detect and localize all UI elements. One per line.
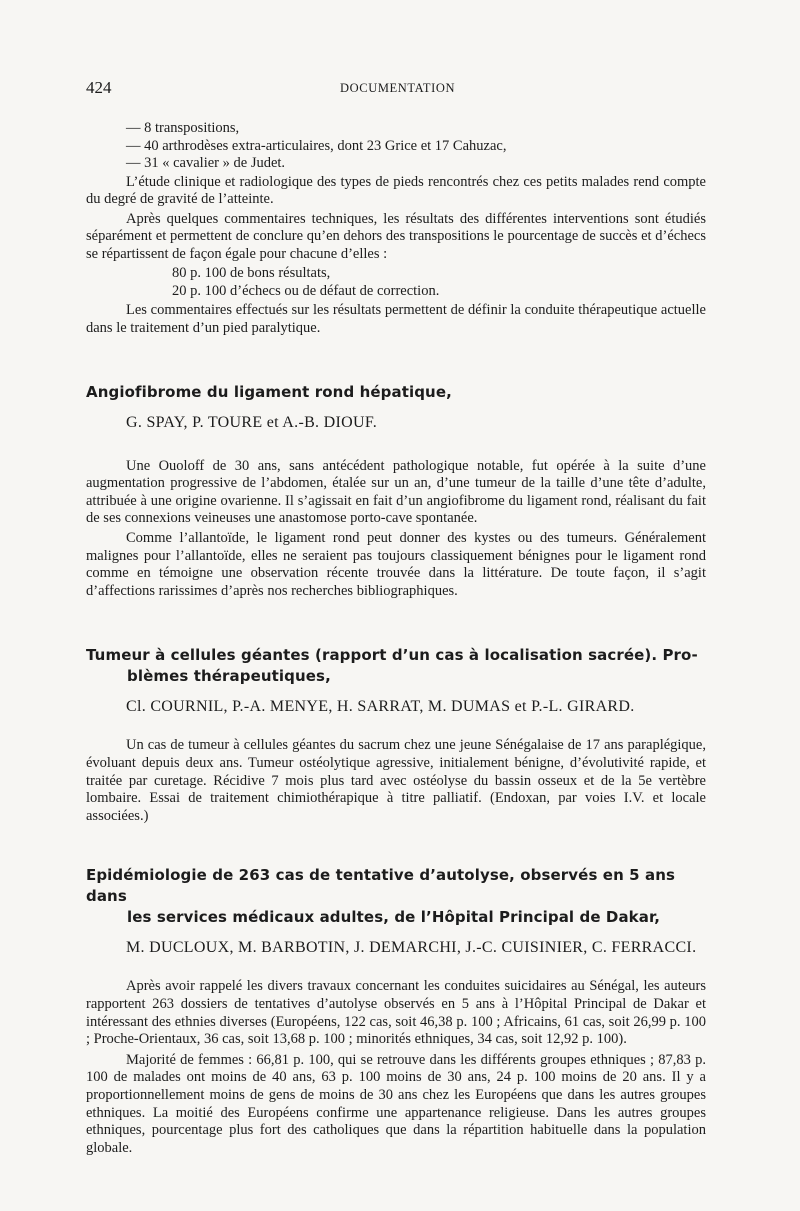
- section-title: [86, 645, 706, 687]
- intro-list: [86, 120, 706, 173]
- page-number: 424: [86, 78, 112, 97]
- section-title: [86, 865, 706, 928]
- section-title-line: blèmes thérapeutiques,: [127, 667, 331, 686]
- section-title-line: Tumeur à cellules géantes (rapport d’un cas à localisation sacrée). Pro-: [86, 646, 698, 665]
- page-body: [86, 120, 706, 1157]
- paragraph: Après avoir rappelé les divers travaux concernant les conduites suicidaires au Sénégal, les auteurs rapportent 263 dossiers de tentatives d’autolyse observés en 5 ans à l’Hôpital Principal de Dakar et intéressant des ethnies diverses (Européens, 122 cas, soit 46,38 p. 100 ; Africains, 61 cas, soit 26,99 p. 100 ; Proche-Orientaux, 36 cas, soit 13,68 p. 100 ; minorités ethniques, 34 cas, soit 12,92 p. 100).: [86, 978, 706, 1048]
- list-item: — 40 arthrodèses extra-articulaires, dont 23 Grice et 17 Cahuzac,: [126, 137, 507, 154]
- paragraph: L’étude clinique et radiologique des types de pieds rencontrés chez ces petits malades rend compte du degré de gravité de l’atteinte.: [86, 173, 706, 208]
- abstract-section: [86, 865, 706, 1157]
- list-item: — 8 transpositions,: [126, 120, 240, 136]
- abstract-section: [86, 382, 706, 601]
- page-header: [86, 78, 706, 100]
- section-title-line: Angiofibrome du ligament rond hépatique,: [86, 382, 452, 401]
- running-title: DOCUMENTATION: [340, 81, 456, 95]
- section-title-line: les services médicaux adultes, de l’Hôpital Principal de Dakar,: [127, 908, 661, 927]
- result-line: 80 p. 100 de bons résultats,: [172, 265, 331, 282]
- section-title-line: Epidémiologie de 263 cas de tentative d’autolyse, observés en 5 ans dans: [86, 866, 676, 906]
- paragraph: Une Ouoloff de 30 ans, sans antécédent pathologique notable, fut opérée à la suite d’une augmentation progressive de l’abdomen, étalée sur un an, d’une tumeur de la taille d’une tête d’adulte, attribuée à une origine ovarienne. Il s’agissait en fait d’un angiofibrome du ligament rond, réalisant du fait de ses connexions veineuses une anastomose porto-cave spontanée.: [86, 457, 706, 527]
- section-authors: Cl. COURNIL, P.-A. MENYE, H. SARRAT, M. DUMAS et P.-L. GIRARD.: [126, 698, 635, 716]
- section-authors: M. DUCLOUX, M. BARBOTIN, J. DEMARCHI, J.-C. CUISINIER, C. FERRACCI.: [126, 939, 697, 957]
- paragraph: Comme l’allantoïde, le ligament rond peut donner des kystes ou des tumeurs. Généralement malignes pour l’allantoïde, elles ne seraient pas toujours classiquement bénignes pour le ligament rond comme en témoigne une observation récente trouvée dans la littérature. De toute façon, il s’agit d’affections rarissimes d’après nos recherches bibliographiques.: [86, 530, 706, 599]
- paragraph: Un cas de tumeur à cellules géantes du sacrum chez une jeune Sénégalaise de 17 ans paraplégique, évoluant depuis deux ans. Tumeur ostéolytique agressive, initialement bénigne, d’évolutivité rapide, et traitée par curetage. Récidive 7 mois plus tard avec ostéolyse du bassin osseux et de la 5e vertèbre lombaire. Essai de traitement chimiothérapique à titre palliatif. (Endoxan, par voies I.V. et locale associées.): [86, 737, 706, 824]
- paragraph: Après quelques commentaires techniques, les résultats des différentes interventions sont étudiés séparément et permettent de conclure qu’en dehors des transpositions le pourcentage de succès et d’échecs se répartissent de façon égale pour chacune d’elles :: [86, 210, 706, 262]
- result-line: 20 p. 100 d’échecs ou de défaut de correction.: [172, 282, 440, 299]
- paragraph: Les commentaires effectués sur les résultats permettent de définir la conduite thérapeutique actuelle dans le traitement d’un pied paralytique.: [86, 302, 706, 337]
- section-title: [86, 382, 706, 403]
- list-item: — 31 « cavalier » de Judet.: [126, 155, 286, 171]
- abstract-section: [86, 645, 706, 825]
- paragraph: Majorité de femmes : 66,81 p. 100, qui se retrouve dans les différents groupes ethniques ; 87,83 p. 100 de malades ont moins de 40 ans, 63 p. 100 moins de 30 ans, 24 p. 100 moins de 20 ans. Il y a proportionnellement moins de gens de moins de 30 ans chez les Européens que dans les autres groupes ethniques. La moitié des Européens confirme une appartenance religieuse. Dans les autres groupes ethniques, pourcentage plus fort des catholiques que dans la répartition habituelle dans la population globale.: [86, 1051, 706, 1156]
- section-authors: G. SPAY, P. TOURE et A.-B. DIOUF.: [126, 413, 378, 431]
